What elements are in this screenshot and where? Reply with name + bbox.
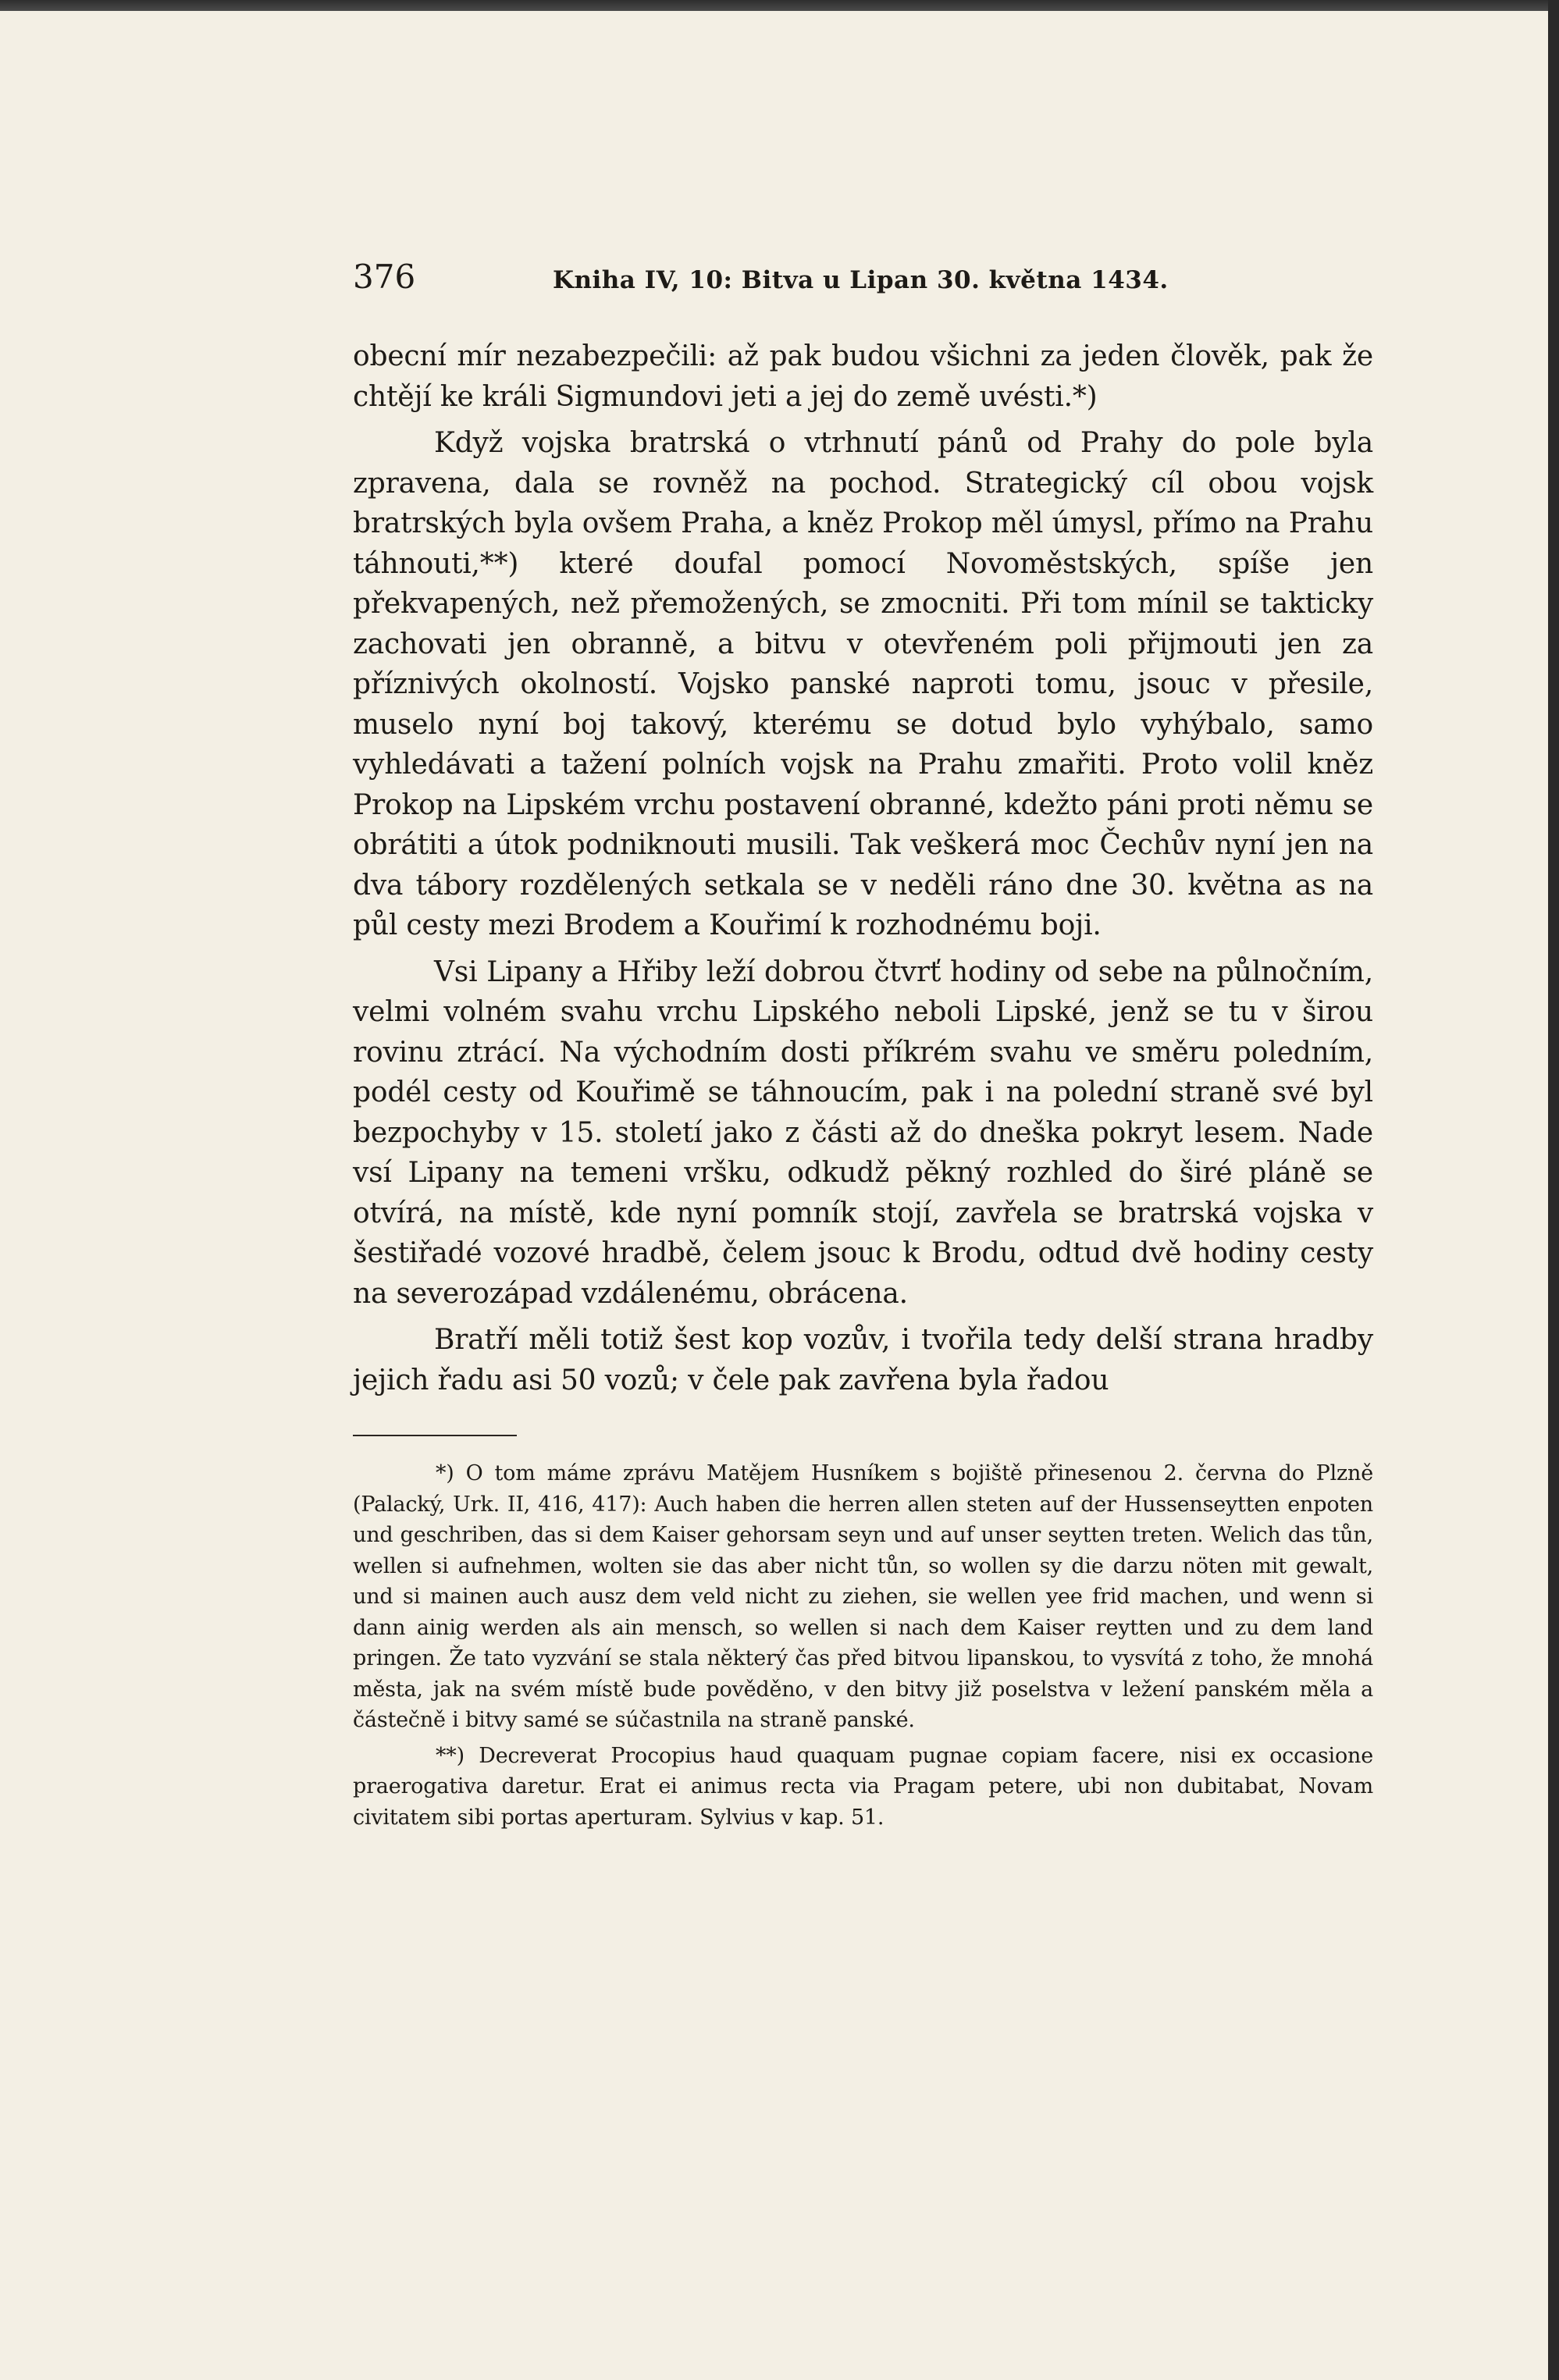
- footnote: *) O tom máme zprávu Matějem Husníkem s bojiště přinesenou 2. června do Plzně (Palacký, Urk. II, 416, 417): Auch haben die herren allen steten auf der Hussenseytten enpoten und geschriben, das si dem Kaiser gehorsam seyn und auf unser seytten treten. Welich das tůn, wellen si aufnehmen, wolten sie das aber nicht tůn, so wollen sy die darzu nöten mit gewalt, und si mainen auch ausz dem veld nicht zu ziehen, sie wellen yee frid machen, und wenn si dann ainig werden als ain mensch, so wellen si nach dem Kaiser reytten und zu dem land pringen. Že tato vyzvání se stala některý čas před bitvou lipanskou, to vysvítá z toho, že mnohá města, jak na svém místě bude pověděno, v den bitvy již poselstva v ležení panském měla a částečně i bitvy samé se súčastnila na straně panské.: [353, 1461, 1373, 1732]
- footnote: **) Decreverat Procopius haud quaquam pugnae copiam facere, nisi ex occasione praerogativa daretur. Erat ei animus recta via Pragam petere, ubi non dubitabat, Novam civitatem sibi portas aperturam. Sylvius v kap. 51.: [353, 1743, 1373, 1830]
- paragraph: Vsi Lipany a Hřiby leží dobrou čtvrť hodiny od sebe na půlnočním, velmi volném svahu vrchu Lipského neboli Lipské, jenž se tu v širou rovinu ztrácí. Na východním dosti příkrém svahu ve směru poledním, podél cesty od Kouřimě se táhnoucím, pak i na polední straně své byl bezpochyby v 15. století jako z části až do dneška pokryt lesem. Nade vsí Lipany na temeni vršku, odkudž pěkný rozhled do širé pláně se otvírá, na místě, kde nyní pomník stojí, zavřela se bratrská vojska v šestiřadé vozové hradbě, čelem jsouc k Brodu, odtud dvě hodiny cesty na severozápad vzdálenému, obrácena.: [353, 955, 1373, 1310]
- page-number: 376: [353, 258, 416, 296]
- paragraph: Když vojska bratrská o vtrhnutí pánů od Prahy do pole byla zpravena, dala se rovněž na pochod. Strategický cíl obou vojsk bratrských byla ovšem Praha, a kněz Prokop měl úmysl, přímo na Prahu táhnouti,**) které doufal pomocí Novoměstských, spíše jen překvapených, než přemožených, se zmocniti. Při tom mínil se takticky zachovati jen obranně, a bitvu v otevřeném poli přijmouti jen za příznivých okolností. Vojsko panské naproti tomu, jsouc v přesile, muselo nyní boj takový, kterému se dotud bylo vyhýbalo, samo vyhledávati a tažení polních vojsk na Prahu zmařiti. Proto volil kněz Prokop na Lipském vrchu postavení obranné, kdežto páni proti němu se obrátiti a útok podniknouti musili. Tak veškerá moc Čechův nyní jen na dva tábory rozdělených setkala se v neděli ráno dne 30. května as na půl cesty mezi Brodem a Kouřimí k rozhodnému boji.: [353, 427, 1373, 941]
- chapter-heading: Kniha IV, 10: Bitva u Lipan 30. května 1434.: [553, 266, 1169, 294]
- body-text: [353, 336, 1373, 1400]
- running-head: [353, 258, 1373, 296]
- paragraph: obecní mír nezabezpečili: až pak budou všichni za jeden člověk, pak že chtějí ke králi Sigmundovi jeti a jej do země uvésti.*): [353, 340, 1373, 413]
- footnotes: [353, 1458, 1373, 1833]
- footnote-separator: [353, 1435, 517, 1436]
- scan-right-edge: [1548, 0, 1559, 2380]
- paragraph: Bratří měli totiž šest kop vozův, i tvořila tedy delší strana hradby jejich řadu asi 50 vozů; v čele pak zavřena byla řadou: [353, 1324, 1373, 1396]
- page-content: [353, 258, 1373, 1833]
- scan-top-edge: [0, 0, 1559, 11]
